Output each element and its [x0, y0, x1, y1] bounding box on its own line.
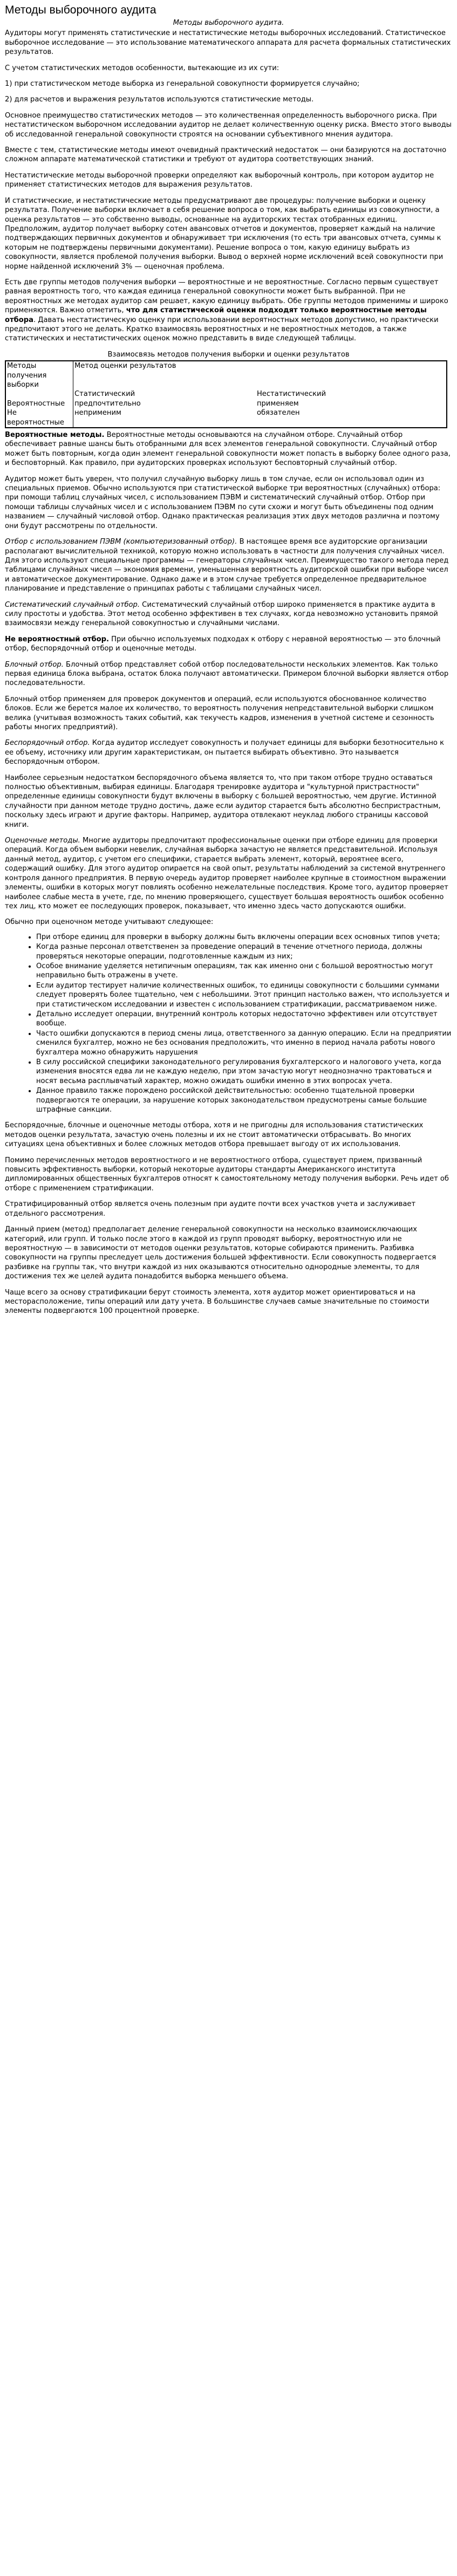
- table-col-statistical: Статистический: [74, 390, 135, 399]
- paragraph-1: Аудиторы могут применять статистические и нестатистические методы выборочных исследований. Статистическое выборочное исследование — это использование математического аппарата для расчета формальных статистических результатов.: [5, 29, 451, 57]
- paragraph-24: Данный прием (метод) предполагает деление генеральной совокупности на несколько взаимоисключающих категорий, или групп. И только после этого в каждой из групп проводят выборку, вероятностную или не вероятностную — в зависимости от методов оценки результатов, которые собираются применить. Разбивка совокупности на группы преследует цель достижения большей эффективности. Если совокупность подвергается разбивке на группы так, что внутри каждой из них оказываются относительно однородные элементы, то для достижения тех же целей аудита понадобится выборка меньшего объема.: [5, 1225, 436, 1281]
- table-row: [5, 361, 447, 389]
- heading-probabilistic: Вероятностные методы.: [5, 431, 105, 440]
- paragraph-22: Помимо перечисленных методов вероятностного и не вероятностного отбора, существует прием, призванный повысить эффективность выборки, который некоторые аудиторы стандарты Американского института дипломированных общественных бухгалтеров относят к самостоятельному методу получения выборки. Речь идет об отборе с применением стратификации.: [5, 1156, 449, 1193]
- methods-table: [5, 360, 447, 428]
- heading-block-selection: Блочный отбор.: [5, 660, 64, 669]
- list-item: • Когда разные персонал ответственен за проведение операций в течение отчетного периода, должны проверяться некоторые операции, подготовленные каждым из них;: [36, 942, 452, 961]
- paragraph-19-text: Многие аудиторы предпочитают профессиональные оценки при отборе единиц для проверки операций. Когда объем выборки невелик, случайная выборка зачастую не является представительной. Используя данный метод, аудитор, с учетом его специфики, старается выбрать элемент, который, вероятнее всего, содержащий ошибку. Для этого аудитор опирается на свой опыт, результаты наблюдений за системой внутреннего контроля данного предприятия. В первую очередь аудитор проверяет наиболее крупные в стоимостном выражении элементы, ошибки в которых могут повлиять особенно нежелательные последствия. Кроме того, аудитор проверяет наиболее слабые места в учете, где, по мнению проверяющего, существует большая вероятность ошибок особенно тех лиц, кто может ее последующих проверок, показывает, что именно здесь часто допускаются ошибки.: [5, 837, 448, 910]
- paragraph-19: [5, 836, 452, 911]
- list-item: • При отборе единиц для проверки в выборку должны быть включены операции всех основных типов учета;: [36, 933, 452, 942]
- table-row-label: Вероятностные: [5, 399, 73, 408]
- paragraph-12-text: В настоящее время все аудиторские организации располагают вычислительной техникой, которую можно использовать в частности для получения случайных чисел. Для этого используют специальные программы — генераторы случайных чисел. Преимущество такого метода перед таблицами случайных чисел — экономия времени, уменьшенная вероятность аудиторской ошибки при выборе чисел и автоматическое документирование. Однако даже и в этом случае требуется определенное предварительное планирование и представление о принципах работы с таблицами случайных чисел.: [5, 538, 449, 593]
- page-title: Методы выборочного аудита: [5, 4, 156, 16]
- paragraph-10: [5, 430, 452, 468]
- paragraph-5: Основное преимущество статистических методов — это количественная определенность выборочного риска. При нестатистическом выборочном исследовании аудитор не делает количественную оценку риска. Вместо этого выводы об исследованной генеральной совокупности строятся на основании субъективного мнения аудитора.: [5, 111, 452, 139]
- list-item: • Часто ошибки допускаются в период смены лица, ответственного за данную операцию. Если на предприятии сменился бухгалтер, можно не без основания предположить, что именно в период начала работы нового бухгалтера можно обнаружить нарушения: [36, 1029, 452, 1057]
- paragraph-14-text: При обычно используемых подходах к отбору с неравной вероятностью — это блочный отбор, беспорядочный отбор и оценочные методы.: [5, 635, 441, 653]
- paragraph-6: Вместе с тем, статистические методы имеют очевидный практический недостаток — они базируются на достаточно сложном аппарате математической статистики и требуют от аудитора соответствующих знаний.: [5, 146, 447, 164]
- heading-judgmental: Оценочные методы.: [5, 837, 80, 845]
- heading-computer-selection: Отбор с использованием ПЭВМ (компьютеризованный отбор).: [5, 538, 237, 546]
- table-cell: [5, 389, 73, 399]
- paragraph-18: Наиболее серьезным недостатком беспорядочного объема является то, что при таком отборе трудно оставаться полностью объективным, выбирая единицы. Благодаря тренировке аудитора и "культурной пристрастности" определенные единицы совокупности будут включены в выборку с большей вероятностью, чем другие. Истинной случайности при данном методе трудно достичь, даже если аудитор старается быть абсолютно беспристрастным, поскольку здесь играют и другие факторы. Например, аудитора отвлекают неуклад любого страницы кассовой книги.: [5, 773, 441, 829]
- table-cell: обязателен: [256, 409, 300, 417]
- table-row: [5, 389, 447, 399]
- table-header-methods: Методы получения выборки: [5, 361, 73, 389]
- paragraph-9-end: . Давать нестатистическую оценку при использовании вероятностных методов допустимо, но практически предпочитают этого не делать. Кратко взаимосвязь вероятностных и не вероятностных методов, а также статистических и нестатистических оценок можно представить в виде следующей таблицы.: [5, 316, 439, 343]
- paragraph-10-text: Вероятностные методы основываются на случайном отборе. Случайный отбор обеспечивает равные шансы быть отобранными для всех элементов генеральной совокупности. Случайный отбор может быть повторным, когда один элемент генеральной совокупности может попасть в выборку более одного раза, и бесповторный. Как правило, при аудиторских проверках используют бесповторный случайный отбор.: [5, 431, 451, 468]
- table-row: [5, 399, 447, 408]
- paragraph-13-text: Систематический случайный отбор широко применяется в практике аудита в силу простоты и удобства. Этот метод особенно эффективен в тех случаях, когда невозможно установить прямой взаимосвязи между генеральной совокупностью и случайными числами.: [5, 600, 438, 628]
- table-row-label: Не вероятностные: [5, 408, 73, 428]
- paragraph-4: 2) для расчетов и выражения результатов используются статистические методы.: [5, 95, 314, 104]
- paragraph-16: Блочный отбор применяем для проверок документов и операций, если используются обоснованное количество блоков. Если же берется малое их количество, то вероятность получения непредставительной выборки слишком велика (учитывая возможность таких событий, как текучесть кадров, изменения в учетной системе и сезонность работы многих предприятий).: [5, 695, 434, 731]
- list-item: • Данное правило также порождено российской действительностью: особенно тщательной проверки подвергаются те операции, за нарушение которых законодательством предусмотрены самые большие штрафные санкции.: [36, 1086, 452, 1114]
- paragraph-17-text: Когда аудитор исследует совокупность и получает единицы для выборки безотносительно к ее объему, источнику или другим характеристикам, он пытается выбирать объективно. Это называется беспорядочным отбором.: [5, 739, 445, 766]
- table-caption: Взаимосвязь методов получения выборки и оценки результатов: [107, 350, 350, 359]
- paragraph-9: [5, 278, 452, 344]
- paragraph-17: [5, 738, 452, 766]
- paragraph-23: Стратифицированный отбор является очень полезным при аудите почти всех участков учета и заслуживает отдельного рассмотрения.: [5, 1200, 416, 1218]
- paragraph-2: С учетом статистических методов особенности, вытекающие из их сути:: [5, 64, 279, 72]
- table-cell: применяем: [256, 399, 299, 408]
- paragraph-11: Аудитор может быть уверен, что получил случайную выборку лишь в том случае, если он использовал один из специальных приемов. Обычно используются при статистической выборке три вероятностных (случайных) отбора: при помощи таблиц случайных чисел, с использованием ПЭВМ и систематический случайный отбор. Отбор при помощи таблицы случайных чисел и с использованием ПЭВМ по сути схожи и могут быть объединены под одним названием — случайный числовой отбор. Однако практическая реализация этих двух методов различна и поэтому они будут рассмотрены по отдельности.: [5, 475, 441, 530]
- paragraph-25: Чаще всего за основу стратификации берут стоимость элемента, хотя аудитор может ориентироваться и на месторасположение, типы операций или дату учета. В большинстве случаев самые значительные по стоимости элементы подвергаются 100 процентной проверке.: [5, 1288, 429, 1316]
- table-cell: предпочтительно: [74, 399, 141, 408]
- paragraph-7: Нестатистические методы выборочной проверки определяют как выборочный контроль, при котором аудитор не применяет статистических методов для выражения результатов.: [5, 171, 434, 189]
- subtitle: Методы выборочного аудита.: [173, 19, 284, 27]
- paragraph-15-text: Блочный отбор представляет собой отбор последовательности нескольких элементов. Как только первая единица блока выбрана, остаток блока получают автоматически. Примером блочной выборки является отбор последовательности.: [5, 660, 449, 688]
- table-col-nonstatistical: Нестатистический: [256, 390, 326, 399]
- heading-haphazard: Беспорядочный отбор.: [5, 739, 90, 748]
- list-item: • Детально исследует операции, внутренний контроль которых недостаточно эффективен или отсутствует вообще.: [36, 1010, 452, 1029]
- paragraph-8: И статистические, и нестатистические методы предусматривают две процедуры: получение выборки и оценку результата. Получение выборки включает в себя решение вопроса о том, как выбрать единицы из совокупности, а оценка результатов — это собственно выводы, основанные на аудиторских тестах отобранных единиц. Предположим, аудитор получает выборку сотен авансовых отчетов и документов, проверяет каждый на наличие подтверждающих первичных документов и обнаруживает три исключения (то есть три авансовых отчета, суммы к которым не подтверждены первичными документами). Решение вопроса о том, какую единицу выбрать из совокупности, является проблемой получения выборки. Вывод о верхней норме исключений всей совокупности при норме найденной исключений 3% — оценочная проблема.: [5, 196, 444, 271]
- table-row: [5, 408, 447, 428]
- paragraph-14: [5, 635, 452, 654]
- list-item: • Особое внимание уделяется нетипичным операциям, так как именно они с большой вероятностью могут неправильно быть отражены в учете.: [36, 962, 452, 981]
- paragraph-21: Беспорядочные, блочные и оценочные методы отбора, хотя и не пригодны для использования статистических методов оценки результата, зачастую очень полезны и их не стоит автоматически отбрасывать. Во многих ситуациях цена объективных и более сложных методов отбора превышает выгоду от их использования.: [5, 1121, 424, 1149]
- paragraph-15: [5, 660, 452, 688]
- heading-nonprobabilistic: Не вероятностный отбор.: [5, 635, 110, 643]
- paragraph-12: [5, 537, 452, 593]
- paragraph-20: Обычно при оценочном методе учитывают следующее:: [5, 918, 214, 927]
- paragraph-9-bold: что для статистической оценки подходят только вероятностные методы отбора: [5, 306, 427, 324]
- paragraph-13: [5, 600, 452, 628]
- table-cell: неприменим: [74, 409, 121, 417]
- list-item: • Если аудитор тестирует наличие количественных ошибок, то единицы совокупности с большими суммами следует проверять более тщательно, чем с небольшими. Этот принцип настолько важен, что используется и при статистическом исследовании и известен с использованием стратификации, рассматриваемом ниже.: [36, 981, 452, 1009]
- list-item: • В силу российской специфики законодательного регулирования бухгалтерского и налогового учета, когда изменения вносятся едва ли не каждую неделю, при этом зачастую могут неоднозначно трактоваться и носят весьма расплывчатый характер, можно ожидать ошибки именно в этих вопросах учета.: [36, 1058, 452, 1086]
- considerations-list: [5, 933, 452, 1115]
- paragraph-9-start: Есть две группы методов получения выборки — вероятностные и не вероятностные. Согласно первым существует равная вероятность того, что каждая единица генеральной совокупности может быть выбранной. При не вероятностных же методах аудитор сам решает, какую единицу выбрать. Обе группы методов применимы и широко применяются. Важно отметить,: [5, 278, 448, 315]
- heading-systematic: Систематический случайный отбор.: [5, 600, 140, 609]
- table-header-evaluation: Метод оценки результатов: [74, 362, 176, 371]
- paragraph-3: 1) при статистическом методе выборка из генеральной совокупности формируется случайно;: [5, 80, 360, 88]
